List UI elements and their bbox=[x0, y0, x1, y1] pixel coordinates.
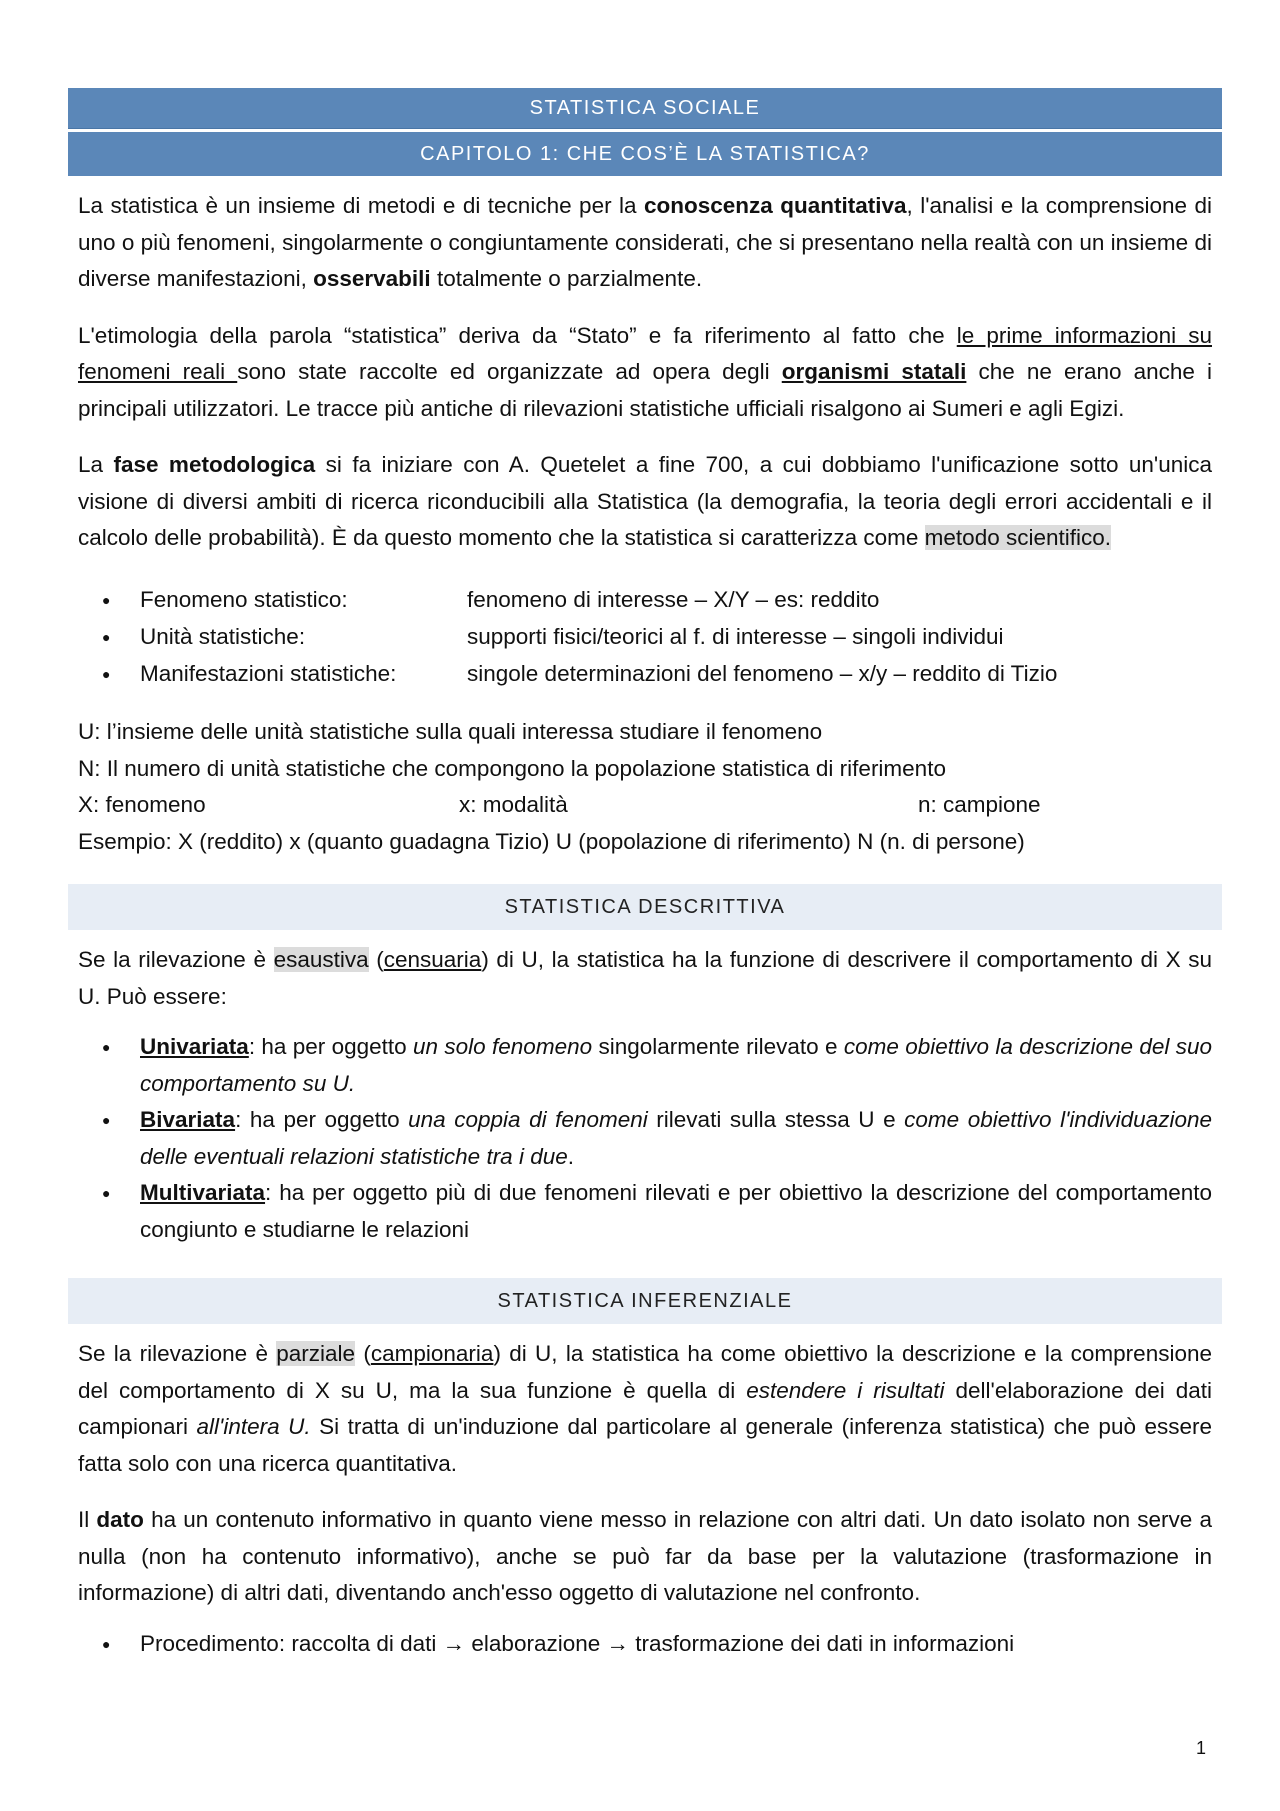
text-run: ( bbox=[368, 947, 384, 972]
text-run: sono state raccolte ed organizzate ad opera degli bbox=[237, 359, 782, 384]
notation-section bbox=[78, 714, 1212, 860]
notation-x-lower: x: modalità bbox=[459, 792, 568, 817]
text-run: Se la rilevazione è bbox=[78, 1341, 277, 1366]
definition-description: singole determinazioni del fenomeno – x/y – reddito di Tizio bbox=[467, 661, 1058, 686]
bullet-icon: ● bbox=[102, 629, 111, 645]
italic-text: come obiettivo la descrizione del suo comportamento su U. bbox=[140, 1034, 1212, 1096]
text-run: ha un contenuto informativo in quanto viene messo in relazione con altri dati. Un dato isolato non serve a nulla (non ha contenuto informativo), anche se può far da base per la valutazione (trasformazione in informazione) di altri dati, diventando anch'esso oggetto di valutazione nel confronto. bbox=[78, 1507, 1212, 1605]
section-header-descrittiva: STATISTICA DESCRITTIVA bbox=[68, 884, 1222, 930]
procedure-list bbox=[78, 1626, 1212, 1663]
list-item-bivariata bbox=[78, 1102, 1212, 1175]
text-run: . bbox=[567, 1143, 575, 1169]
descrittiva-section bbox=[78, 942, 1212, 1248]
bold-term: osservabili bbox=[313, 266, 431, 291]
highlighted-text: metodo scientifico. bbox=[924, 525, 1112, 550]
highlighted-text: parziale bbox=[276, 1341, 356, 1366]
notation-u-line: U: l’insieme delle unità statistiche sulla quali interessa studiare il fenomeno bbox=[78, 719, 823, 744]
bullet-icon: ● bbox=[102, 592, 111, 608]
notation-n-lower: n: campione bbox=[918, 792, 1041, 817]
notation-symbols-line bbox=[78, 787, 1212, 824]
text-run: ) di U, la statistica ha la funzione di descrivere il comportamento di X su U. Può essere: bbox=[78, 947, 1212, 1009]
text-run: Il bbox=[78, 1507, 97, 1532]
italic-text: all'intera U. bbox=[196, 1414, 311, 1439]
definition-description: supporti fisici/teorici al f. di interesse – singoli individui bbox=[467, 624, 1004, 649]
text-run: Se la rilevazione è bbox=[78, 947, 274, 972]
text-run: dell'elaborazione dei dati campionari bbox=[78, 1377, 1212, 1439]
chapter-title-banner: CAPITOLO 1: CHE COS’È LA STATISTICA? bbox=[68, 132, 1222, 176]
descrittiva-intro bbox=[78, 942, 1212, 1015]
item-name: Multivariata bbox=[140, 1180, 266, 1205]
text-run: La statistica è un insieme di metodi e di tecniche per la bbox=[78, 193, 644, 218]
definition-term: Fenomeno statistico: bbox=[140, 587, 348, 612]
definition-row bbox=[78, 582, 1212, 619]
text-run: L'etimologia della parola “statistica” deriva da “Stato” e fa riferimento al fatto che bbox=[78, 322, 957, 348]
text-run: Si tratta di un'induzione dal particolare al generale (inferenza statistica) che può essere fatta solo con una ricerca quantitativa. bbox=[78, 1414, 1212, 1476]
text-run: ( bbox=[355, 1341, 371, 1366]
definition-term: Manifestazioni statistiche: bbox=[140, 661, 397, 686]
text-run: : ha per oggetto più di due fenomeni rilevati e per obiettivo la descrizione del comportamento congiunto e studiarne le relazioni bbox=[140, 1180, 1212, 1242]
italic-text: una coppia di fenomeni bbox=[408, 1107, 648, 1132]
list-item-procedure: ● Procedimento: raccolta di dati → elaborazione → trasformazione dei dati in informazioni bbox=[78, 1626, 1212, 1663]
italic-text: come obiettivo l'individuazione delle eventuali relazioni statistiche tra i due bbox=[140, 1107, 1213, 1169]
course-title-banner: STATISTICA SOCIALE bbox=[68, 88, 1222, 129]
text-run: , l'analisi e la comprensione di uno o più fenomeni, singolarmente o congiuntamente considerati, che si presentano nella realtà con un insieme di diverse manifestazioni, bbox=[78, 193, 1212, 291]
bold-term: conoscenza quantitativa bbox=[644, 193, 907, 218]
intro-section bbox=[78, 188, 1212, 557]
inferenziale-paragraph-1 bbox=[78, 1336, 1212, 1482]
notation-x-upper: X: fenomeno bbox=[78, 792, 206, 817]
notation-example: Esempio: X (reddito) x (quanto guadagna Tizio) U (popolazione di riferimento) N (n. di persone) bbox=[78, 828, 1025, 854]
descrittiva-types-list bbox=[78, 1029, 1212, 1248]
intro-paragraph-1 bbox=[78, 188, 1212, 298]
underlined-text: le prime informazioni su fenomeni reali bbox=[78, 322, 1212, 384]
definition-row bbox=[78, 619, 1212, 656]
text-run: La bbox=[78, 452, 114, 477]
page-number: 1 bbox=[1196, 1738, 1207, 1758]
definition-term: Unità statistiche: bbox=[140, 624, 306, 649]
underlined-text: censuaria bbox=[383, 947, 482, 972]
intro-paragraph-2 bbox=[78, 318, 1212, 428]
italic-text: un solo fenomeno bbox=[413, 1034, 593, 1059]
text-run: ) di U, la statistica ha come obiettivo la descrizione e la comprensione del comportamento di X su U, ma la sua funzione è quella di bbox=[78, 1341, 1212, 1403]
highlighted-text: esaustiva bbox=[273, 947, 369, 972]
intro-paragraph-3 bbox=[78, 447, 1212, 557]
text-run: : ha per oggetto bbox=[248, 1034, 414, 1059]
text-run: singolarmente rilevato e bbox=[592, 1034, 844, 1059]
section-header-inferenziale: STATISTICA INFERENZIALE bbox=[68, 1278, 1222, 1324]
bold-term: dato bbox=[96, 1507, 144, 1532]
item-name: Bivariata bbox=[140, 1107, 236, 1132]
definition-description: fenomeno di interesse – X/Y – es: reddito bbox=[467, 587, 880, 612]
bold-term: fase metodologica bbox=[113, 452, 316, 477]
inferenziale-section bbox=[78, 1336, 1212, 1662]
inferenziale-paragraph-2 bbox=[78, 1502, 1212, 1612]
text-run: che ne erano anche i principali utilizzatori. Le tracce più antiche di rilevazioni statistiche ufficiali risalgono ai Sumeri e agli Egizi. bbox=[78, 359, 1212, 421]
text-run: rilevati sulla stessa U e bbox=[647, 1107, 905, 1132]
list-item-univariata bbox=[78, 1029, 1212, 1102]
bullet-icon: ● bbox=[102, 666, 111, 682]
notation-n-line: N: Il numero di unità statistiche che compongono la popolazione statistica di riferimento bbox=[78, 755, 946, 781]
item-name: Univariata bbox=[140, 1034, 249, 1059]
text-run: si fa iniziare con A. Quetelet a fine 700, a cui dobbiamo l'unificazione sotto un'unica visione di diversi ambiti di ricerca riconducibili alla Statistica (la demografia, la teoria degli errori accidentali e il calcolo delle probabilità). È da questo momento che la statistica si caratterizza come bbox=[78, 452, 1213, 550]
list-item-multivariata bbox=[78, 1175, 1212, 1248]
bold-underlined-term: organismi statali bbox=[781, 359, 967, 384]
definition-row bbox=[78, 656, 1212, 693]
underlined-text: campionaria bbox=[370, 1341, 494, 1366]
italic-text: estendere i risultati bbox=[746, 1377, 945, 1403]
text-run: totalmente o parzialmente. bbox=[430, 266, 703, 291]
text-run: : ha per oggetto bbox=[235, 1107, 409, 1132]
definitions-list bbox=[78, 582, 1212, 693]
